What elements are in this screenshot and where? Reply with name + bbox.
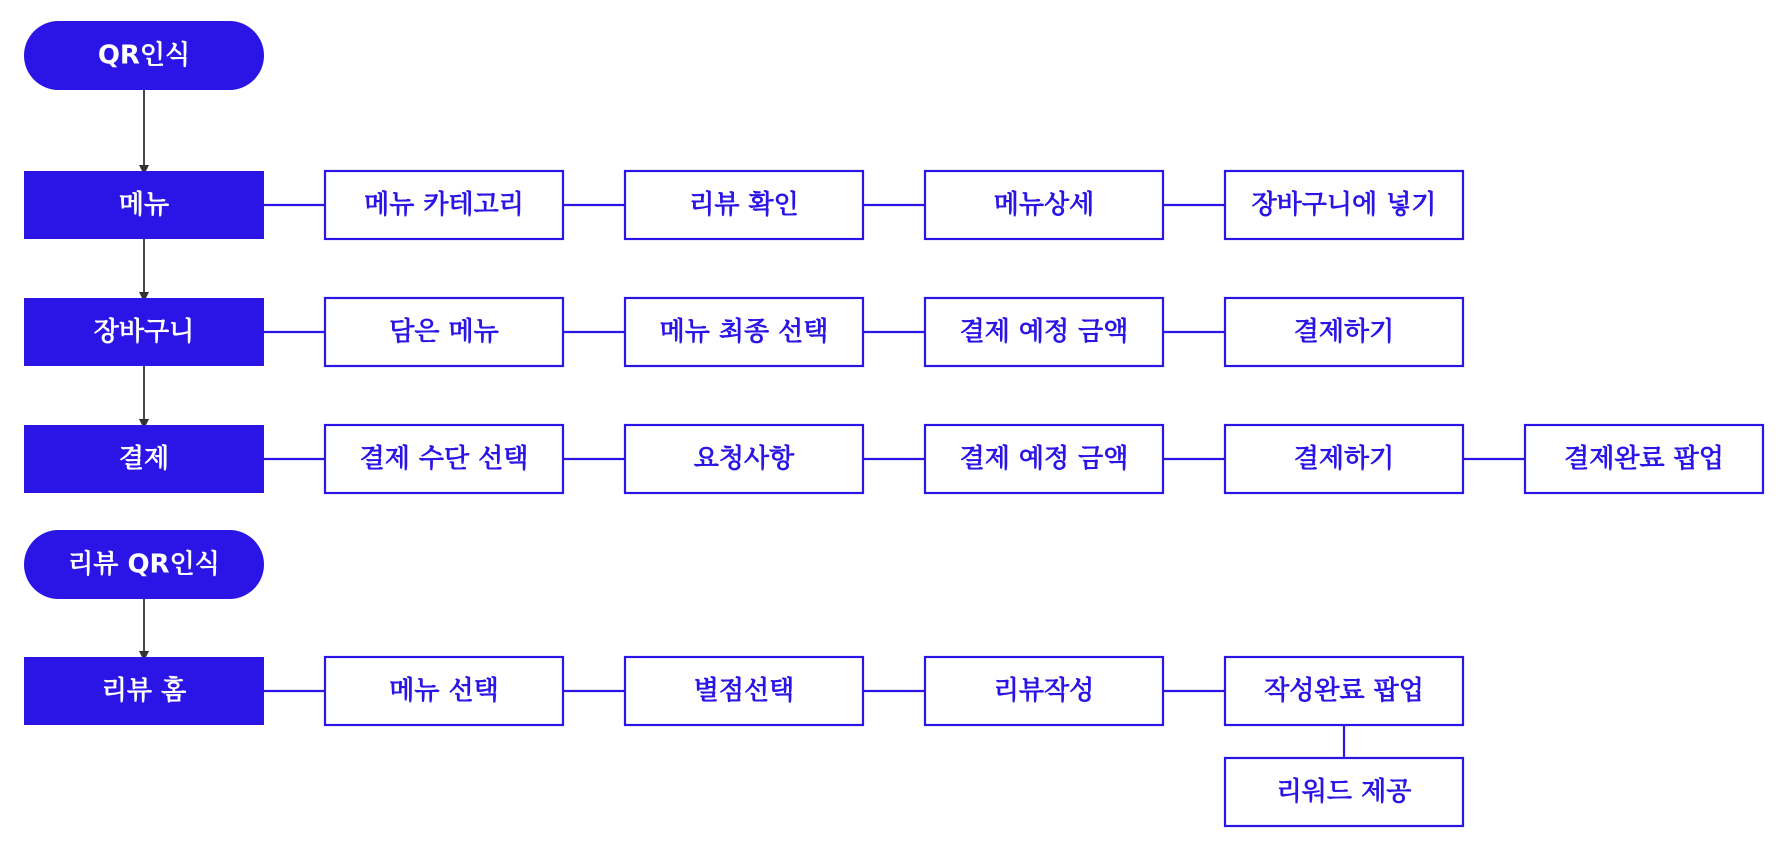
review-home-main-label: 리뷰 홈 — [101, 676, 187, 706]
order-start-label: QR인식 — [97, 40, 191, 71]
cart-main-label: 장바구니 — [93, 317, 195, 347]
row-cart — [24, 298, 1463, 366]
row-payment — [24, 425, 1763, 493]
review-start-label: 리뷰 QR인식 — [68, 549, 220, 580]
step-label: 결제 예정 금액 — [959, 317, 1129, 347]
step-label: 작성완료 팝업 — [1264, 676, 1424, 706]
step-label: 결제완료 팝업 — [1564, 444, 1724, 474]
payment-main-label: 결제 — [118, 444, 170, 474]
row-menu — [24, 171, 1463, 239]
step-label: 메뉴 선택 — [389, 676, 499, 706]
branch-label: 리워드 제공 — [1276, 777, 1412, 807]
step-label: 담은 메뉴 — [389, 317, 499, 347]
menu-main-label: 메뉴 — [118, 190, 170, 220]
step-label: 리뷰작성 — [993, 676, 1095, 706]
step-label: 결제하기 — [1293, 317, 1395, 347]
step-label: 별점선택 — [693, 676, 795, 706]
step-label: 장바구니에 넣기 — [1251, 190, 1437, 220]
step-label: 결제 예정 금액 — [959, 444, 1129, 474]
step-label: 요청사항 — [693, 444, 795, 474]
step-label: 리뷰 확인 — [689, 190, 799, 220]
step-label: 결제 수단 선택 — [359, 444, 529, 474]
step-label: 메뉴 최종 선택 — [659, 317, 829, 347]
order-start-node — [24, 21, 264, 90]
row-review-home — [24, 657, 1463, 826]
step-label: 메뉴 카테고리 — [364, 190, 524, 220]
step-label: 메뉴상세 — [993, 190, 1095, 220]
step-label: 결제하기 — [1293, 444, 1395, 474]
review-start-node — [24, 530, 264, 599]
